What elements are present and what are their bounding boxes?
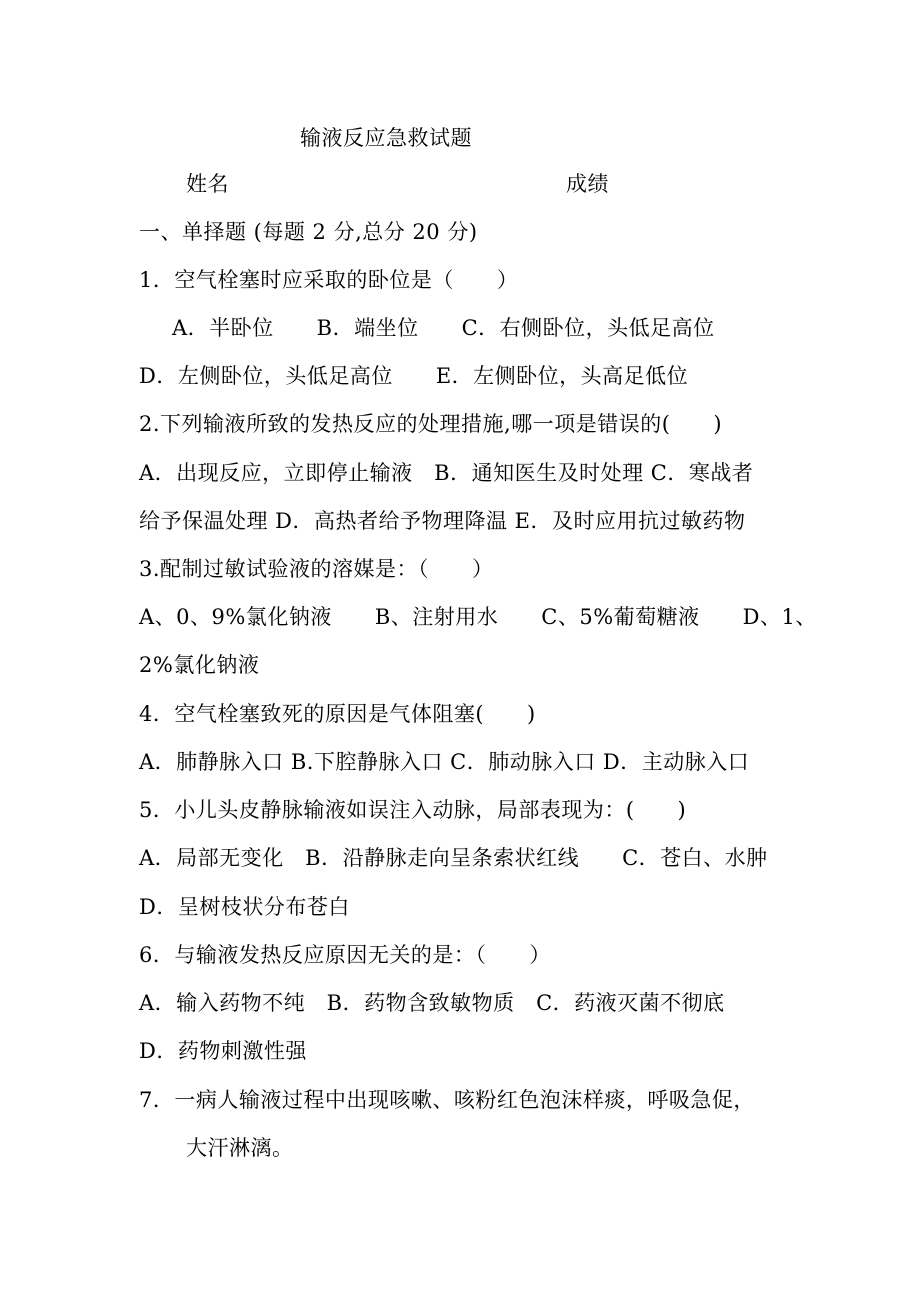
question-3-options-a: A、0、9%氯化钠液 B、注射用水 C、5%葡萄糖液 D、1、 (139, 605, 817, 629)
page-title: 输液反应急救试题 (300, 126, 472, 150)
question-2-options-b: 给予保温处理 D．高热者给予物理降温 E．及时应用抗过敏药物 (139, 509, 746, 533)
question-1-options-b: D．左侧卧位，头低足高位 E．左侧卧位，头高足低位 (139, 364, 689, 388)
name-label: 姓名 (186, 172, 229, 196)
question-3: 3.配制过敏试验液的溶媒是：（ ） (139, 557, 494, 581)
question-3-options-b: 2%氯化钠液 (139, 653, 260, 677)
question-6: 6．与输液发热反应原因无关的是：（ ） (139, 943, 551, 967)
question-7: 7．一病人输液过程中出现咳嗽、咳粉红色泡沫样痰，呼吸急促， (139, 1088, 755, 1112)
question-4-options: A．肺静脉入口 B.下腔静脉入口 C．肺动脉入口 D．主动脉入口 (139, 750, 750, 774)
section-heading: 一、单择题 (每题 2 分,总分 20 分) (139, 220, 478, 244)
score-label: 成绩 (566, 172, 609, 196)
question-5-options-b: D．呈树枝状分布苍白 (139, 895, 350, 919)
question-2-options-a: A．出现反应，立即停止输液 B．通知医生及时处理 C．寒战者 (139, 461, 754, 485)
question-2: 2.下列输液所致的发热反应的处理措施,哪一项是错误的( ) (139, 412, 723, 436)
question-1-options-a: A．半卧位 B．端坐位 C．右侧卧位，头低足高位 (172, 316, 715, 340)
question-5-options-a: A．局部无变化 B．沿静脉走向呈条索状红线 C．苍白、水肿 (139, 846, 768, 870)
question-4: 4．空气栓塞致死的原因是气体阻塞( ) (139, 702, 536, 726)
question-7-continuation: 大汗淋漓。 (186, 1136, 294, 1160)
question-1: 1．空气栓塞时应采取的卧位是（ ） (139, 268, 519, 292)
question-5: 5．小儿头皮静脉输液如误注入动脉，局部表现为：( ) (139, 798, 687, 822)
question-6-options-b: D．药物刺激性强 (139, 1039, 307, 1063)
question-6-options-a: A．输入药物不纯 B．药物含致敏物质 C．药液灭菌不彻底 (139, 991, 725, 1015)
